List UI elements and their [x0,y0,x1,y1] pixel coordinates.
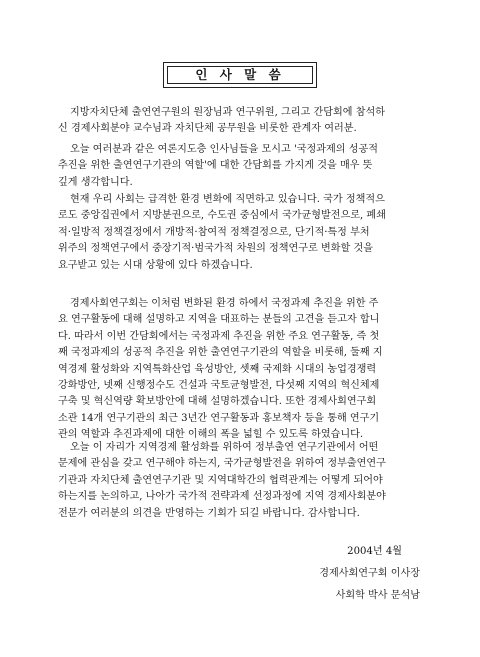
text-line: 관의 역할과 추진과제에 대한 이해의 폭을 넓힐 수 있도록 하였습니다. [58,429,364,441]
text-line: 전문가 여러분의 의견을 반영하는 기회가 되길 바랍니다. 감사합니다. [58,507,360,519]
text-line: 역경제 활성화와 지역특화산업 육성방안, 셋째 국제화 시대의 농업경쟁력 [58,363,377,375]
paragraph-greeting [58,105,436,138]
text-line: 문제에 관심을 갖고 연구해야 하는지, 국가균형발전을 위하여 정부출연연구 [58,458,386,470]
title-box [163,62,317,88]
paragraph-context [58,192,436,274]
text-line: 경제사회연구회는 이처럼 변화된 환경 하에서 국정과제 추진을 위한 주 [70,298,379,309]
text-line: 째 국정과제의 성공적 추진을 위한 출연연구기관의 역할을 비롯해, 둘째 지 [58,347,383,359]
text-line: 하는지를 논의하고, 나아가 국가적 전략과제 선정과정에 지역 경제사회분야 [58,491,386,503]
text-line: 위주의 정책연구에서 중장기적·범국가적 차원의 정책연구로 변화할 것을 [58,243,373,255]
page-title: 인 사 말 씀 [195,67,285,82]
signature-date: 2004년 4월 [347,546,402,557]
paragraph-intro [58,142,436,191]
text-line: 지방자치단체 출연연구원의 원장님과 연구위원, 그리고 간담회에 참석하 [70,107,385,118]
paragraph-closing [58,440,436,522]
text-line: 요 연구활동에 대해 설명하고 지역을 대표하는 분들의 고견을 듣고자 합니 [58,314,380,326]
text-line: 구축 및 혁신역량 확보방안에 대해 설명하겠습니다. 또한 경제사회연구회 [58,396,377,408]
text-line: 로도 중앙집권에서 지방분권으로, 수도권 중심에서 국가균형발전으로, 폐쇄 [58,210,386,222]
text-line: 오늘 여러분과 같은 여론지도층 인사님들을 모시고 '국정과제의 성공적 [70,144,378,155]
signature-name: 사회학 박사 문석남 [335,590,420,601]
text-line: 요구받고 있는 시대 상황에 있다 하겠습니다. [58,259,253,271]
text-line: 적·일방적 정책결정에서 개방적·참여적 정책결정으로, 단기적·특정 부처 [58,226,370,238]
text-line: 현재 우리 사회는 급격한 환경 변화에 직면하고 있습니다. 국가 정책적으 [70,194,385,205]
text-line: 다. 따라서 이번 간담회에서는 국정과제 추진을 위한 주요 연구활동, 즉 첫 [58,330,380,342]
text-line: 기관과 자치단체 출연연구기관 및 지역대학간의 협력관계는 어떻게 되어야 [58,474,383,486]
text-line: 소관 14개 연구기관의 최근 3년간 연구활동과 홍보책자 등을 통해 연구기 [58,412,380,424]
text-line: 오늘 이 자리가 지역경제 활성화를 위하여 정부출연 연구기관에서 어떤 [70,442,379,453]
text-line: 깊게 생각합니다. [58,176,133,188]
signature-organization: 경제사회연구회 이사장 [319,568,420,579]
text-line: 신 경제사회분야 교수님과 자치단체 공무원을 비롯한 관계자 여러분. [58,123,357,135]
text-line: 강화방안, 넷째 신행정수도 건설과 국토균형발전, 다섯째 지역의 혁신체제 [58,379,380,391]
text-line: 추진을 위한 출연연구기관의 역할'에 대한 간담회를 가지게 것을 매우 뜻 [58,160,373,172]
paragraph-activities [58,296,436,444]
